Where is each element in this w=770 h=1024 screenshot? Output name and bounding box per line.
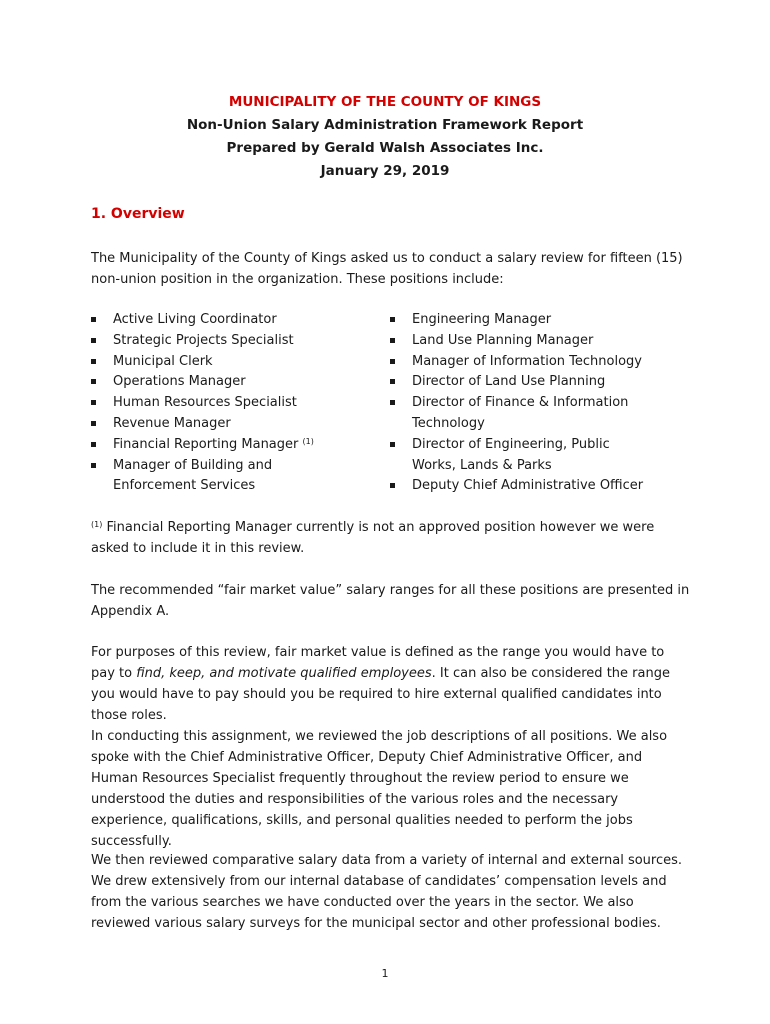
recommended-paragraph: The recommended “fair market value” salary ranges for all these positions are presented in Appendix A. bbox=[91, 583, 690, 619]
bullet-icon bbox=[91, 317, 96, 322]
bullet-icon bbox=[390, 442, 395, 447]
list-item: Human Resources Specialist bbox=[91, 393, 359, 414]
footnote: $^{(1)}$ Financial Reporting Manager currently is not an approved position however we were asked to include it in this review. bbox=[91, 520, 655, 556]
list-item: Manager of Information Technology bbox=[390, 352, 652, 373]
list-item: Strategic Projects Specialist bbox=[91, 331, 359, 352]
list-item: Financial Reporting Manager $^{(1)}$ bbox=[91, 435, 359, 456]
list-item: Director of Engineering, Public Works, Lands & Parks bbox=[390, 435, 652, 477]
list-item: Revenue Manager bbox=[91, 414, 359, 435]
page-number: 1 bbox=[381, 967, 389, 980]
bullet-icon bbox=[390, 317, 395, 322]
footnote-marker: (1) bbox=[302, 436, 314, 446]
conducting-paragraph: In conducting this assignment, we reviewed the job descriptions of all positions. We also spoke with the Chief Administrative Officer, Deputy Chief Administrative Officer, and Human Resources Specialist frequently throughout the review period to ensure we understood the duties and responsibilities of the various roles and the necessary experience, qualifications, skills, and personal qualities needed to perform the jobs successfully. bbox=[91, 729, 668, 849]
bullet-icon bbox=[91, 379, 96, 384]
list-item: Director of Finance & Information Technology bbox=[390, 393, 652, 435]
bullet-icon bbox=[91, 421, 96, 426]
list-item: Active Living Coordinator bbox=[91, 310, 359, 331]
bullet-icon bbox=[91, 400, 96, 405]
bullet-icon bbox=[390, 483, 395, 488]
bullet-icon bbox=[390, 379, 395, 384]
bullet-icon bbox=[390, 338, 395, 343]
list-item: Deputy Chief Administrative Officer bbox=[390, 476, 652, 497]
list-item: Land Use Planning Manager bbox=[390, 331, 652, 352]
section-heading-overview: 1. Overview bbox=[91, 206, 185, 222]
comparative-paragraph: We then reviewed comparative salary data from a variety of internal and external sources. We drew extensively from our internal database of candidates’ compensation levels and from the various searches we have conducted over the years in the sector. We also reviewed various salary surveys for the municipal sector and other professional bodies. bbox=[91, 853, 683, 931]
report-title: Non-Union Salary Administration Framework Report bbox=[186, 117, 584, 133]
list-item: Engineering Manager bbox=[390, 310, 652, 331]
intro-paragraph: The Municipality of the County of Kings asked us to conduct a salary review for fifteen (15) non-union position in the organization. These positions include: bbox=[91, 251, 683, 287]
bullet-icon bbox=[91, 442, 96, 447]
report-date: January 29, 2019 bbox=[320, 163, 450, 179]
bullet-icon bbox=[91, 463, 96, 468]
list-item: Operations Manager bbox=[91, 372, 359, 393]
list-item: Manager of Building and Enforcement Services bbox=[91, 456, 359, 498]
prepared-by: Prepared by Gerald Walsh Associates Inc. bbox=[226, 140, 544, 156]
list-item: Director of Land Use Planning bbox=[390, 372, 652, 393]
bullet-icon bbox=[390, 400, 395, 405]
bullet-icon bbox=[91, 359, 96, 364]
positions-list-left bbox=[91, 310, 359, 497]
list-item: Municipal Clerk bbox=[91, 352, 359, 373]
bullet-icon bbox=[390, 359, 395, 364]
organization-title: MUNICIPALITY OF THE COUNTY OF KINGS bbox=[228, 94, 542, 110]
footnote-marker: (1) bbox=[91, 520, 103, 529]
positions-list-right bbox=[390, 310, 652, 497]
definition-paragraph: For purposes of this review, fair market value is defined as the range you would have to pay to find, keep, and motivate qualified employees. It can also be considered the range you would have to pay should you be required to hire external qualified candidates into those roles. bbox=[91, 645, 670, 723]
emphasis-text: find, keep, and motivate qualified employees bbox=[136, 666, 432, 681]
bullet-icon bbox=[91, 338, 96, 343]
report-header bbox=[0, 91, 770, 183]
